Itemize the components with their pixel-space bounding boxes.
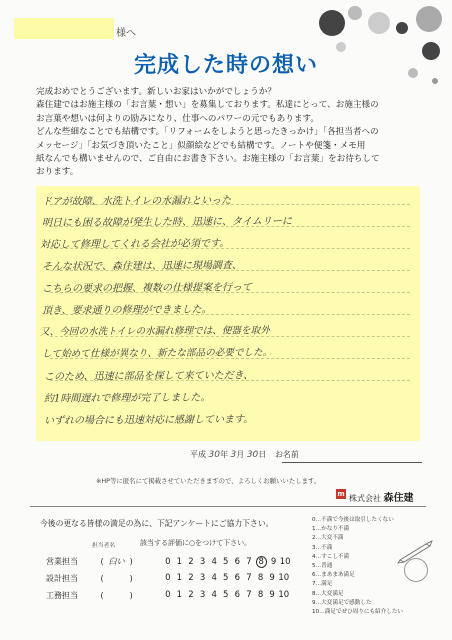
legend-item: 1…かなり不満 [312, 526, 350, 533]
survey-row-label: 工務担当 [46, 591, 78, 600]
stamp-mark [404, 558, 428, 582]
legend-item: 4…すこし不満 [312, 553, 350, 560]
rating-option[interactable]: 5 [223, 590, 229, 600]
handwritten-line: このため、迅速に部品を探して来ていただき、 [43, 370, 254, 383]
date-day: 30 [246, 450, 259, 460]
handwritten-line: いずれの場合にも迅速対応に感謝しています。 [43, 414, 254, 427]
recipient-suffix: 様へ [116, 28, 136, 39]
handwritten-line: ドアが故障、水洗トイレの水漏れといった [41, 195, 232, 208]
legend-item: 7…満足 [312, 581, 333, 588]
rating-legend [312, 516, 403, 617]
company-logo: m [337, 490, 345, 498]
legend-item: 2…大変不満 [312, 535, 344, 542]
survey-row: 営業担当 ( 臼い ) [46, 557, 133, 566]
page-title: 完成した時の想い [133, 53, 318, 78]
divider [30, 506, 426, 507]
date-day-unit: 日 [258, 450, 267, 459]
date-year-unit: 年 [220, 450, 228, 459]
decor-dot [396, 22, 408, 34]
rating-option[interactable]: 4 [211, 557, 217, 567]
date-month: 3 [230, 450, 237, 460]
intro-line: メッセージ」「お気づき頂いたこと」似顔絵などでも結構です。ノートや便箋・メモ用 [36, 140, 366, 151]
rating-option[interactable]: 0 [165, 590, 171, 600]
company-name [349, 489, 414, 504]
rating-option[interactable]: 2 [188, 590, 194, 600]
rating-scale [162, 573, 290, 583]
rating-option[interactable]: 1 [176, 573, 183, 583]
legend-item: 8…大変満足 [312, 590, 344, 597]
rating-option[interactable]: 6 [234, 557, 241, 567]
name-label: お名前 [274, 450, 299, 459]
date-month-unit: 月 [236, 450, 245, 459]
handwritten-line: そんな状況で、森住建は、迅速に現場調査、 [41, 260, 242, 273]
rating-option[interactable]: 9 [270, 557, 277, 567]
rating-option[interactable]: 1 [176, 557, 183, 567]
rating-option[interactable]: 3 [199, 590, 206, 600]
handwritten-message-area [36, 186, 420, 441]
rating-option[interactable]: 5 [223, 573, 229, 583]
intro-line: 紙なんでも構いませんので、ご自由にお書き下さい。お施主様の「お言葉」をお待ちして [36, 154, 380, 165]
survey-row: 設計担当 ( ) [46, 574, 133, 583]
rating-scale [162, 556, 291, 568]
rating-option[interactable]: 10 [278, 573, 290, 583]
rating-option[interactable]: 7 [246, 557, 252, 567]
rating-option[interactable]: 3 [199, 573, 206, 583]
handwritten-line: 明日にも困る故障が発生した時、迅速に、タイムリーに [41, 216, 292, 229]
handwritten-line: 約1時間遅れで修理が完了しました。 [43, 392, 211, 405]
staff-name-field[interactable]: 臼い [108, 557, 125, 566]
survey-row-label: 設計担当 [46, 574, 78, 583]
handwritten-line: 対応して修理してくれる会社が必須です。 [39, 238, 230, 251]
rating-option[interactable]: 9 [269, 573, 275, 583]
date-year: 30 [208, 450, 220, 460]
legend-item: 5…普通 [312, 563, 333, 570]
rating-option[interactable]: 4 [211, 590, 217, 600]
rating-option[interactable]: 4 [211, 573, 217, 583]
company-name-text: 森住建 [383, 493, 414, 504]
rating-option[interactable]: 7 [246, 573, 252, 583]
rating-option[interactable]: 10 [279, 557, 291, 567]
rating-option[interactable]: 1 [176, 590, 183, 600]
rating-option[interactable]: 0 [165, 573, 171, 583]
name-underline [282, 462, 422, 463]
handwritten-line: 頂き、要求通りの修理ができました。 [41, 304, 212, 317]
date-row [190, 449, 299, 460]
rating-option[interactable]: 8 [257, 573, 264, 583]
rating-option[interactable]: 7 [246, 590, 252, 600]
rating-option-selected[interactable]: 8 [256, 556, 267, 568]
survey-row: 工務担当 ( ) [46, 591, 133, 600]
rating-option[interactable]: 2 [188, 557, 194, 567]
intro-line: お言葉や想いは何よりの励みになり、仕事へのパワーの元でもあります。 [36, 113, 319, 124]
decor-dot [319, 10, 345, 36]
rating-option[interactable]: 6 [234, 590, 241, 600]
rating-option[interactable]: 10 [278, 590, 290, 600]
legend-item: 9…大変満足で感動した [312, 599, 372, 606]
legend-item: 3…不満 [312, 544, 333, 551]
handwritten-line: して始めて仕様が異なり、新たな部品の必要でした。 [41, 347, 273, 360]
intro-line: おります。 [36, 167, 79, 178]
decor-dot [416, 6, 442, 32]
legend-item: 6…まあまあ満足 [312, 572, 355, 579]
survey-heading: 今後の更なる皆様の満足の為に、下記アンケートにご協力下さい。 [40, 519, 274, 528]
decor-dot [348, 6, 362, 20]
rating-option[interactable]: 8 [257, 590, 264, 600]
rating-option[interactable]: 0 [165, 557, 171, 567]
recipient-name-box [14, 18, 114, 39]
intro-line: どんな些細なことでも結構です。「リフォームをしようと思ったきっかけ」「各担当者への [36, 127, 379, 138]
publication-note: ※HP等に匿名にて掲載させていただきますので、よろしくお願いいたします。 [96, 477, 321, 485]
rating-option[interactable]: 9 [269, 590, 275, 600]
staff-name-label: 担当者名 [92, 543, 116, 549]
legend-item: 0…不満で今後は取引したくない [312, 517, 394, 523]
intro-line: 森住建ではお施主様の「お言葉・想い」を募集しております。私達にとって、お施主様の [36, 100, 379, 111]
rating-scale [162, 590, 290, 600]
survey-row-label: 営業担当 [46, 557, 78, 566]
decor-dot [368, 12, 390, 34]
rating-option[interactable]: 3 [199, 557, 206, 567]
intro-line: 完成おめでとうございます。新しいお家はいかがでしょうか？ [36, 87, 276, 97]
legend-item: 10…満足でぜひ周りにも紹介したい [312, 609, 404, 616]
survey-instruction: 該当する評価に○をつけて下さい。 [140, 539, 252, 547]
rating-option[interactable]: 6 [234, 573, 241, 583]
rating-option[interactable]: 5 [223, 557, 229, 567]
date-era: 平成 [190, 450, 206, 459]
intro-text [36, 86, 416, 180]
handwritten-line: こちらの要求の把握、複数の仕様提案を行って [41, 282, 253, 295]
rating-option[interactable]: 2 [188, 573, 194, 583]
company-prefix: 株式会社 [349, 494, 381, 503]
handwritten-line: 又、今回の水洗トイレの水漏れ修理では、便器を取外 [39, 325, 270, 338]
